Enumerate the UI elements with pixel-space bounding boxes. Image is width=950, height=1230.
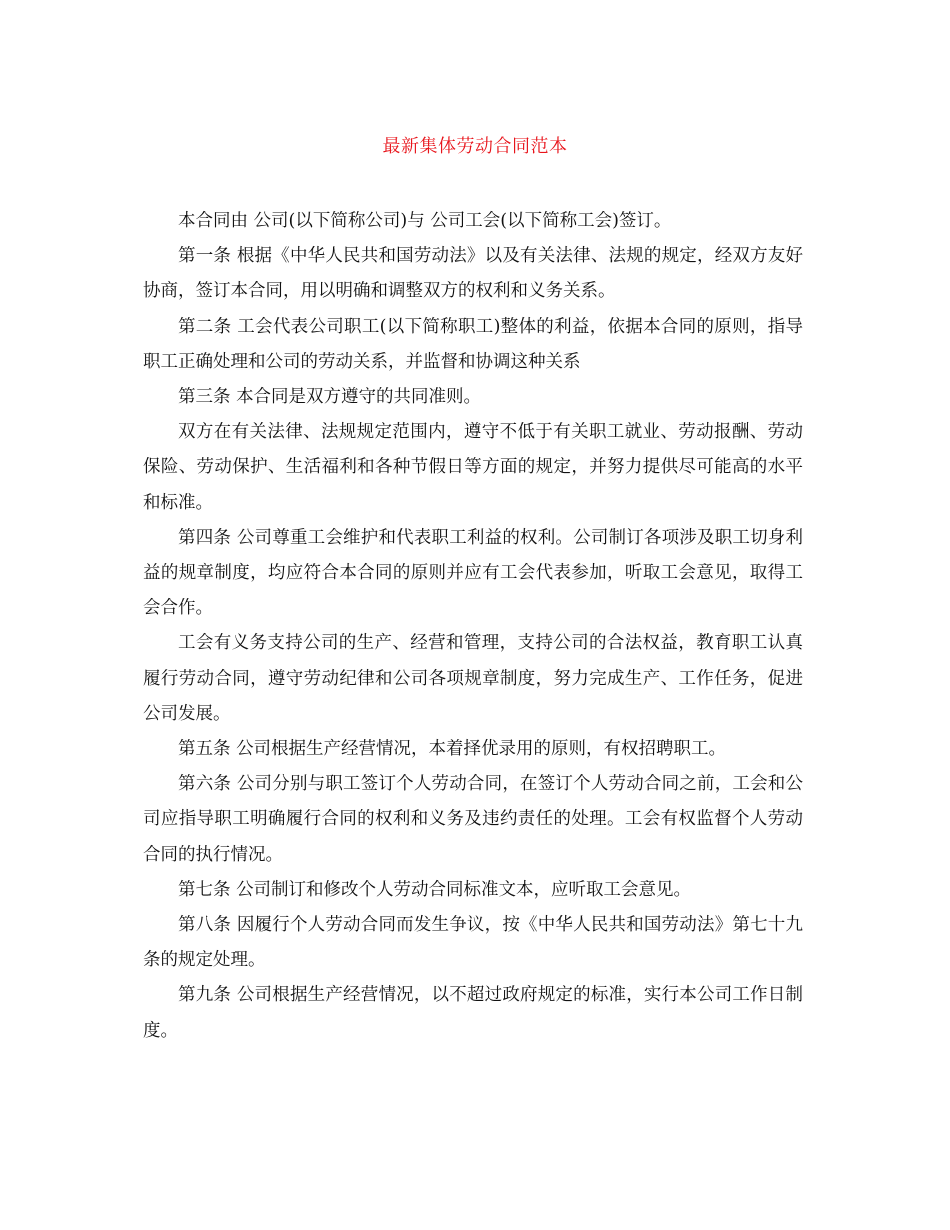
paragraph-article-7: 第七条 公司制订和修改个人劳动合同标准文本，应听取工会意见。 [178, 879, 692, 900]
paragraph-article-6: 第六条 公司分别与职工签订个人劳动合同，在签订个人劳动合同之前，工会和公司应指导职工明确履行合同的权利和义务及违约责任的处理。工会有权监督个人劳动合同的执行情况。 [143, 774, 803, 865]
paragraph-article-4-detail: 工会有义务支持公司的生产、经营和管理，支持公司的合法权益，教育职工认真履行劳动合同，遵守劳动纪律和公司各项规章制度，努力完成生产、工作任务，促进公司发展。 [143, 633, 803, 724]
paragraph-article-8: 第八条 因履行个人劳动合同而发生争议，按《中华人民共和国劳动法》第七十九条的规定处理。 [143, 915, 803, 971]
paragraph-article-1: 第一条 根据《中华人民共和国劳动法》以及有关法律、法规的规定，经双方友好协商，签订本合同，用以明确和调整双方的权利和义务关系。 [143, 246, 803, 302]
paragraph-article-9: 第九条 公司根据生产经营情况，以不超过政府规定的标准，实行本公司工作日制度。 [143, 985, 803, 1041]
document-body [143, 204, 803, 1049]
paragraph-article-3-detail: 双方在有关法律、法规规定范围内，遵守不低于有关职工就业、劳动报酬、劳动保险、劳动保护、生活福利和各种节假日等方面的规定，并努力提供尽可能高的水平和标准。 [143, 422, 803, 513]
paragraph-article-5: 第五条 公司根据生产经营情况，本着择优录用的原则，有权招聘职工。 [178, 739, 727, 760]
paragraph-intro: 本合同由 公司(以下简称公司)与 公司工会(以下简称工会)签订。 [178, 211, 672, 231]
paragraph-article-2: 第二条 工会代表公司职工(以下简称职工)整体的利益，依据本合同的原则，指导职工正确处理和公司的劳动关系，并监督和协调这种关系 [143, 316, 803, 372]
paragraph-article-4: 第四条 公司尊重工会维护和代表职工利益的权利。公司制订各项涉及职工切身利益的规章制度，均应符合本合同的原则并应有工会代表参加，听取工会意见，取得工会合作。 [143, 527, 803, 619]
paragraph-article-3: 第三条 本合同是双方遵守的共同准则。 [178, 387, 482, 408]
document-title: 最新集体劳动合同范本 [382, 136, 568, 157]
